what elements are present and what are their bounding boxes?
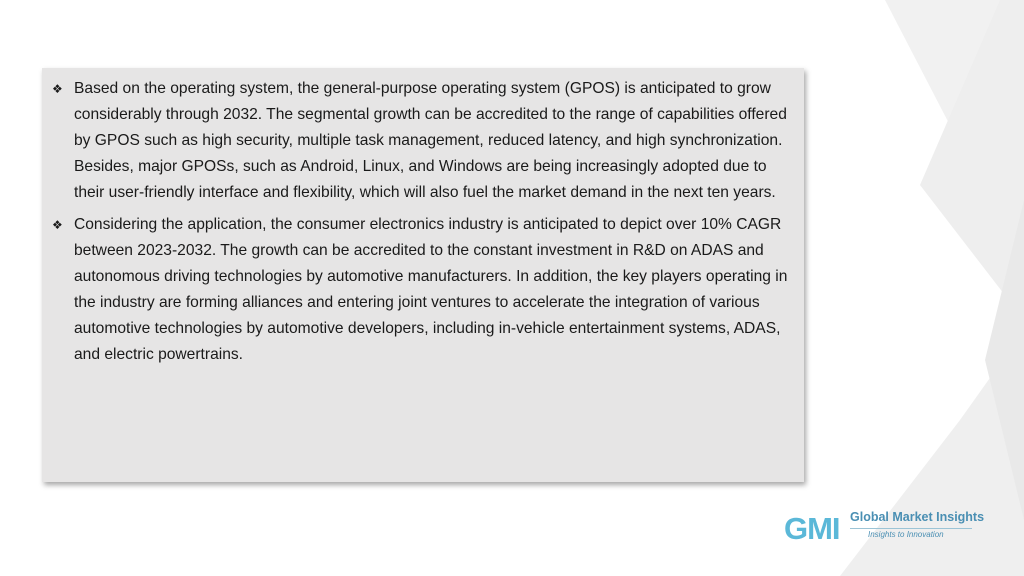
four-diamond-bullet-icon: ❖ (52, 218, 63, 232)
logo-divider (850, 528, 972, 529)
gmi-logo-mark (784, 510, 846, 544)
bullet-item (52, 76, 792, 206)
four-diamond-bullet-icon: ❖ (52, 82, 63, 96)
gmi-logo (784, 508, 984, 548)
bullet-item (52, 212, 792, 368)
bullet-text: Considering the application, the consumer electronics industry is anticipated to depict over 10% CAGR between 2023-2032. The growth can be accredited to the constant investment in R&D on ADAS and autonomous driving technologies by automotive manufacturers. In addition, the key players operating in the industry are forming alliances and entering joint ventures to accelerate the integration of various automotive technologies by automotive developers, including in-vehicle entertainment systems, ADAS, and electric powertrains. (74, 216, 788, 363)
logo-tagline: Insights to Innovation (868, 530, 944, 539)
logo-company-name: Global Market Insights (850, 510, 985, 524)
content-panel (42, 68, 804, 482)
bullet-text: Based on the operating system, the general-purpose operating system (GPOS) is anticipated to grow considerably through 2032. The segmental growth can be accredited to the range of capabilities offered by GPOS such as high security, multiple task management, reduced latency, and high synchronization. Besides, major GPOSs, such as Android, Linux, and Windows are being increasingly adopted due to their user-friendly interface and flexibility, which will also fuel the market demand in the next ten years. (74, 80, 787, 201)
svg-text:GMI: GMI (784, 511, 840, 544)
